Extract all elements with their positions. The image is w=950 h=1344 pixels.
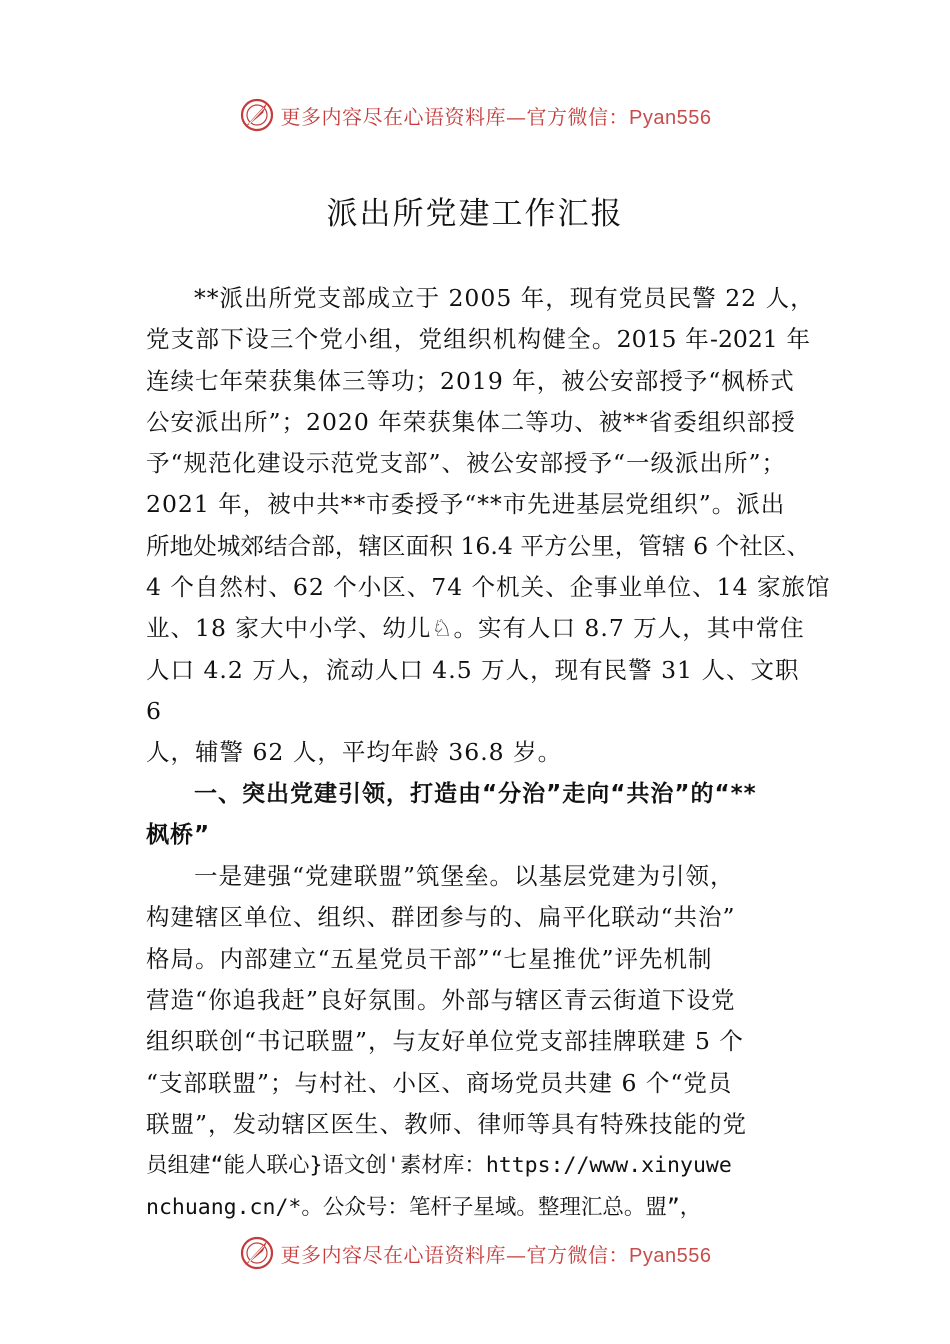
quill-logo-icon [239, 97, 275, 133]
text-line: 6 [146, 696, 162, 725]
banner-wechat-id: Pyan556 [629, 106, 712, 129]
text-line: 人，辅警 62 人，平均年龄 36.8 岁。 [146, 738, 563, 767]
text-line: 一是建强“党建联盟”筑堡垒。以基层党建为引领， [194, 862, 735, 891]
text-line: 员组建“能人联心}语文创'素材库：https://www.xinyuwe [146, 1153, 732, 1179]
section-heading: 一、突出党建引领，打造由“分治”走向“共治”的“** [194, 780, 757, 807]
text-line: 予“规范化建设示范党支部”、被公安部授予“一级派出所”； [146, 449, 787, 478]
page-title: 派出所党建工作汇报 [326, 196, 624, 232]
text-line: 格局。内部建立“五星党员干部”“七星推优”评先机制 [146, 944, 713, 973]
text-line: 人口 4.2 万人，流动人口 4.5 万人，现有民警 31 人、文职 [146, 655, 800, 684]
text-line: 联盟”，发动辖区医生、教师、律师等具有特殊技能的党 [146, 1109, 748, 1138]
banner-text: 更多内容尽在心语资料库—官方微信：Pyan556 [280, 1242, 712, 1267]
document-body [146, 278, 831, 1228]
text-line: 公安派出所”；2020 年荣获集体二等功、被**省委组织部授 [146, 407, 796, 436]
text-line: 业、18 家大中小学、幼儿♘。实有人口 8.7 万人，其中常住 [146, 614, 805, 643]
banner-wechat-id: Pyan556 [629, 1244, 712, 1267]
text-line: 2021 年，被中共**市委授予“**市先进基层党组织”。派出 [146, 490, 786, 519]
text-line: nchuang.cn/*。公众号：笔杆子星域。整理汇总。盟”， [146, 1194, 702, 1220]
text-line: 所地处城郊结合部，辖区面积 16.4 平方公里，管辖 6 个社区、 [146, 531, 810, 560]
quill-logo-icon [239, 1235, 275, 1271]
footer-banner [0, 1233, 950, 1273]
text-line: 连续七年荣获集体三等功；2019 年，被公安部授予“枫桥式 [146, 366, 795, 395]
text-line: 党支部下设三个党小组，党组织机构健全。2015 年-2021 年 [146, 325, 810, 354]
text-line: 组织联创“书记联盟”，与友好单位党支部挂牌联建 5 个 [146, 1027, 744, 1056]
text-line: “支部联盟”；与村社、小区、商场党员共建 6 个“党员 [146, 1068, 733, 1097]
text-line: **派出所党支部成立于 2005 年，现有党员民警 22 人， [194, 284, 815, 312]
section-heading: 枫桥” [146, 821, 211, 848]
text-line: 构建辖区单位、组织、群团参与的、扁平化联动“共治” [146, 903, 736, 932]
header-banner [0, 95, 950, 135]
text-line: 营造“你追我赶”良好氛围。外部与辖区青云街道下设党 [146, 986, 736, 1015]
text-line: 4 个自然村、62 个小区、74 个机关、企事业单位、14 家旅馆 [146, 573, 831, 602]
banner-text: 更多内容尽在心语资料库—官方微信：Pyan556 [280, 104, 712, 129]
